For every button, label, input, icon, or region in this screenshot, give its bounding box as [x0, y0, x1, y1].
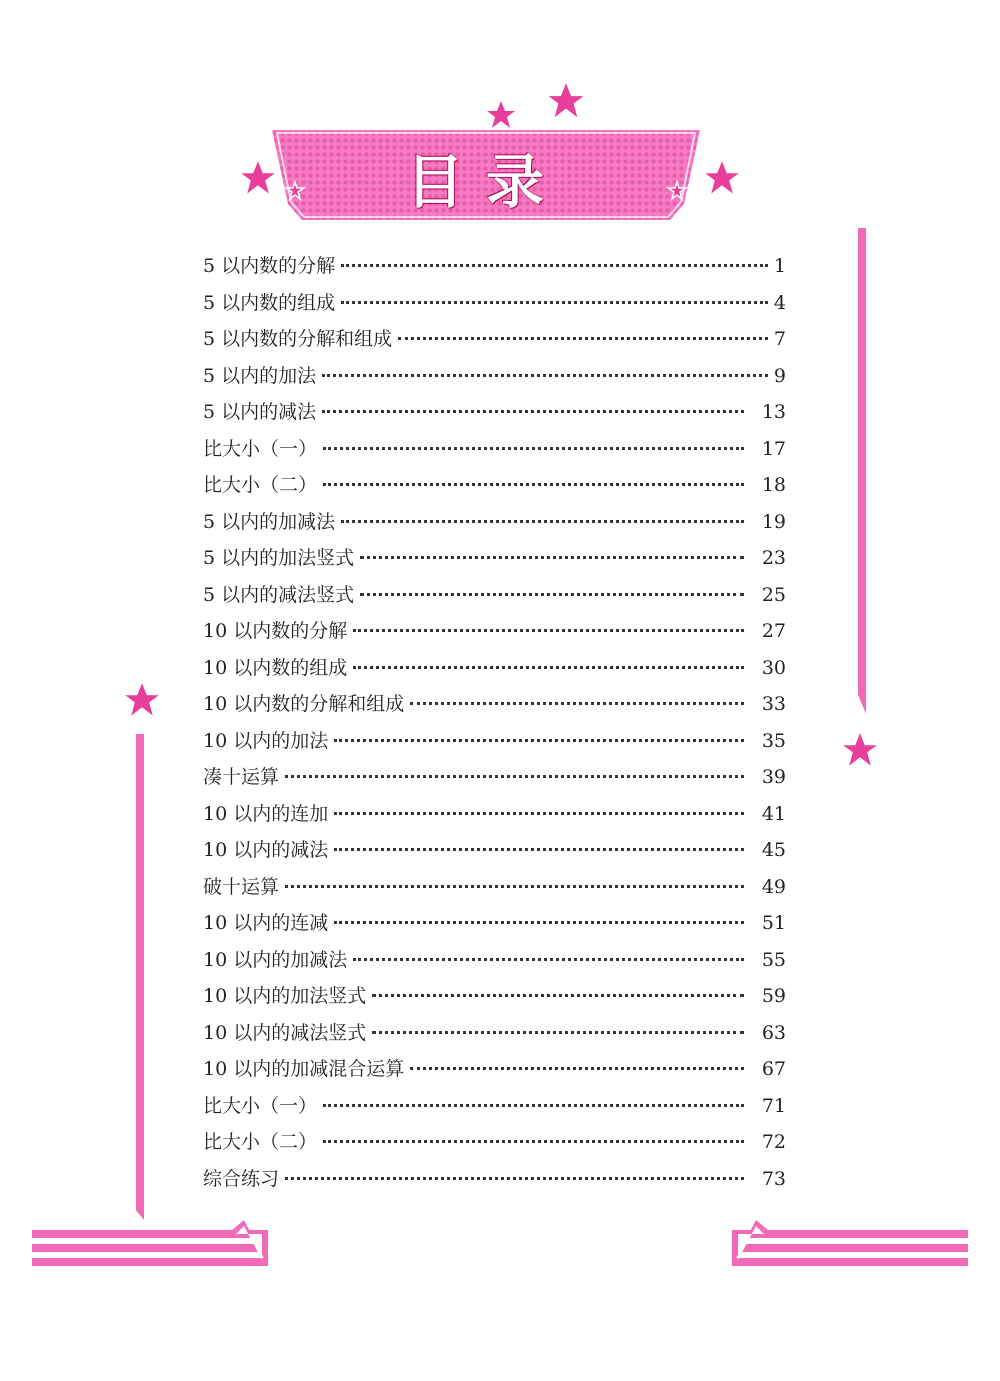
toc-entry-title: 5 以内数的分解和组成 [203, 328, 393, 350]
toc-entry-title: 10 以内的加减法 [203, 948, 348, 971]
star-icon [486, 100, 516, 130]
toc-dot-leader [372, 1030, 744, 1034]
toc-entry-page: 33 [761, 693, 786, 715]
toc-entry-page: 19 [761, 510, 786, 533]
toc-entry[interactable] [203, 613, 786, 650]
toc-entry-page: 18 [761, 474, 786, 496]
toc-entry[interactable] [203, 394, 786, 431]
toc-entry-page: 71 [761, 1094, 786, 1117]
toc-entry[interactable] [203, 1124, 786, 1161]
toc-entry[interactable] [203, 832, 786, 869]
toc-entry-page: 35 [761, 729, 786, 752]
toc-entry-title: 10 以内的减法竖式 [203, 1021, 367, 1044]
toc-entry[interactable] [203, 1088, 786, 1125]
toc-entry-title: 5 以内数的组成 [203, 291, 336, 314]
toc-entry[interactable] [203, 723, 786, 760]
toc-dot-leader [323, 446, 744, 450]
toc-dot-leader [341, 300, 768, 304]
toc-entry[interactable] [203, 431, 786, 468]
toc-entry-page: 45 [761, 839, 786, 861]
toc-dot-leader [353, 628, 744, 632]
toc-entry[interactable] [203, 686, 786, 723]
toc-entry[interactable] [203, 869, 786, 906]
star-icon [545, 80, 587, 122]
star-icon [704, 160, 740, 196]
toc-entry-page: 17 [761, 437, 786, 460]
toc-entry-page: 4 [773, 291, 786, 314]
toc-entry-page: 1 [773, 255, 786, 277]
toc-entry[interactable] [203, 504, 786, 541]
toc-entry-title: 5 以内的加法 [203, 364, 317, 387]
toc-entry-title: 10 以内的加减混合运算 [203, 1058, 405, 1080]
toc-entry-title: 比大小（一） [203, 437, 318, 460]
toc-dot-leader [353, 665, 744, 669]
toc-entry[interactable] [203, 248, 786, 285]
toc-dot-leader [360, 592, 744, 596]
toc-dot-leader [334, 920, 744, 924]
toc-entry[interactable] [203, 650, 786, 687]
toc-entry[interactable] [203, 285, 786, 322]
toc-dot-leader [398, 336, 768, 340]
bottom-right-stripes [728, 1220, 968, 1268]
toc-entry-title: 比大小（二） [203, 474, 318, 496]
toc-entry-title: 5 以内的加减法 [203, 510, 336, 533]
toc-entry-title: 10 以内数的分解 [203, 620, 348, 642]
toc-entry-page: 25 [761, 583, 786, 606]
toc-entry-title: 10 以内数的分解和组成 [203, 693, 405, 715]
toc-entry-title: 5 以内的减法 [203, 401, 317, 423]
toc-entry[interactable] [203, 978, 786, 1015]
toc-dot-leader [322, 409, 744, 413]
toc-entry-page: 30 [761, 656, 786, 679]
toc-dot-leader [323, 482, 744, 486]
toc-entry-title: 10 以内的加法 [203, 729, 329, 752]
toc-entry-page: 67 [761, 1058, 786, 1080]
toc-entry-title: 10 以内的连加 [203, 802, 329, 825]
toc-entry-title: 5 以内的加法竖式 [203, 547, 355, 569]
toc-entry[interactable] [203, 467, 786, 504]
toc-entry-title: 凑十运算 [203, 766, 280, 788]
table-of-contents [203, 248, 786, 1197]
toc-entry-title: 10 以内的加法竖式 [203, 985, 367, 1007]
toc-entry[interactable] [203, 577, 786, 614]
toc-entry-page: 7 [773, 328, 786, 350]
toc-dot-leader [285, 1176, 744, 1180]
toc-dot-leader [285, 774, 744, 778]
right-side-bar [858, 228, 866, 714]
toc-entry[interactable] [203, 1015, 786, 1052]
star-icon [240, 160, 276, 196]
toc-entry[interactable] [203, 796, 786, 833]
toc-dot-leader [360, 555, 744, 559]
toc-dot-leader [322, 373, 768, 377]
toc-entry[interactable] [203, 759, 786, 796]
toc-entry-page: 55 [761, 948, 786, 971]
toc-entry-page: 27 [761, 620, 786, 642]
toc-entry-title: 比大小（二） [203, 1131, 318, 1153]
toc-entry-title: 破十运算 [203, 875, 280, 898]
toc-entry-title: 10 以内的减法 [203, 839, 329, 861]
toc-entry-page: 63 [761, 1021, 786, 1044]
toc-entry[interactable] [203, 1161, 786, 1198]
toc-entry-page: 59 [761, 985, 786, 1007]
toc-dot-leader [410, 1066, 744, 1070]
toc-entry-page: 41 [761, 802, 786, 825]
toc-entry-title: 10 以内的连减 [203, 912, 329, 934]
toc-dot-leader [334, 847, 744, 851]
star-icon [842, 732, 878, 768]
page-title: 目录 [405, 148, 566, 216]
toc-dot-leader [372, 993, 744, 997]
toc-entry-page: 13 [761, 401, 786, 423]
toc-entry-title: 比大小（一） [203, 1094, 318, 1117]
toc-dot-leader [410, 701, 744, 705]
toc-entry[interactable] [203, 540, 786, 577]
toc-entry[interactable] [203, 905, 786, 942]
toc-entry-title: 5 以内数的分解 [203, 255, 336, 277]
toc-dot-leader [285, 884, 744, 888]
star-icon [124, 682, 160, 718]
toc-dot-leader [341, 263, 768, 267]
toc-dot-leader [353, 957, 744, 961]
toc-entry[interactable] [203, 321, 786, 358]
toc-dot-leader [334, 811, 744, 815]
toc-entry-page: 23 [761, 547, 786, 569]
toc-dot-leader [323, 1103, 744, 1107]
toc-entry[interactable] [203, 942, 786, 979]
toc-entry-title: 综合练习 [203, 1167, 280, 1190]
toc-entry-title: 5 以内的减法竖式 [203, 583, 355, 606]
toc-entry-page: 49 [761, 875, 786, 898]
toc-entry-page: 51 [761, 912, 786, 934]
toc-dot-leader [334, 738, 744, 742]
toc-entry[interactable] [203, 1051, 786, 1088]
bottom-left-stripes [32, 1220, 272, 1268]
toc-entry-page: 9 [773, 364, 786, 387]
toc-entry-page: 39 [761, 766, 786, 788]
toc-dot-leader [341, 519, 744, 523]
left-side-bar [136, 734, 144, 1220]
toc-entry[interactable] [203, 358, 786, 395]
toc-entry-title: 10 以内数的组成 [203, 656, 348, 679]
toc-dot-leader [323, 1139, 744, 1143]
toc-entry-page: 73 [761, 1167, 786, 1190]
heading-banner [272, 130, 700, 224]
toc-entry-page: 72 [761, 1131, 786, 1153]
